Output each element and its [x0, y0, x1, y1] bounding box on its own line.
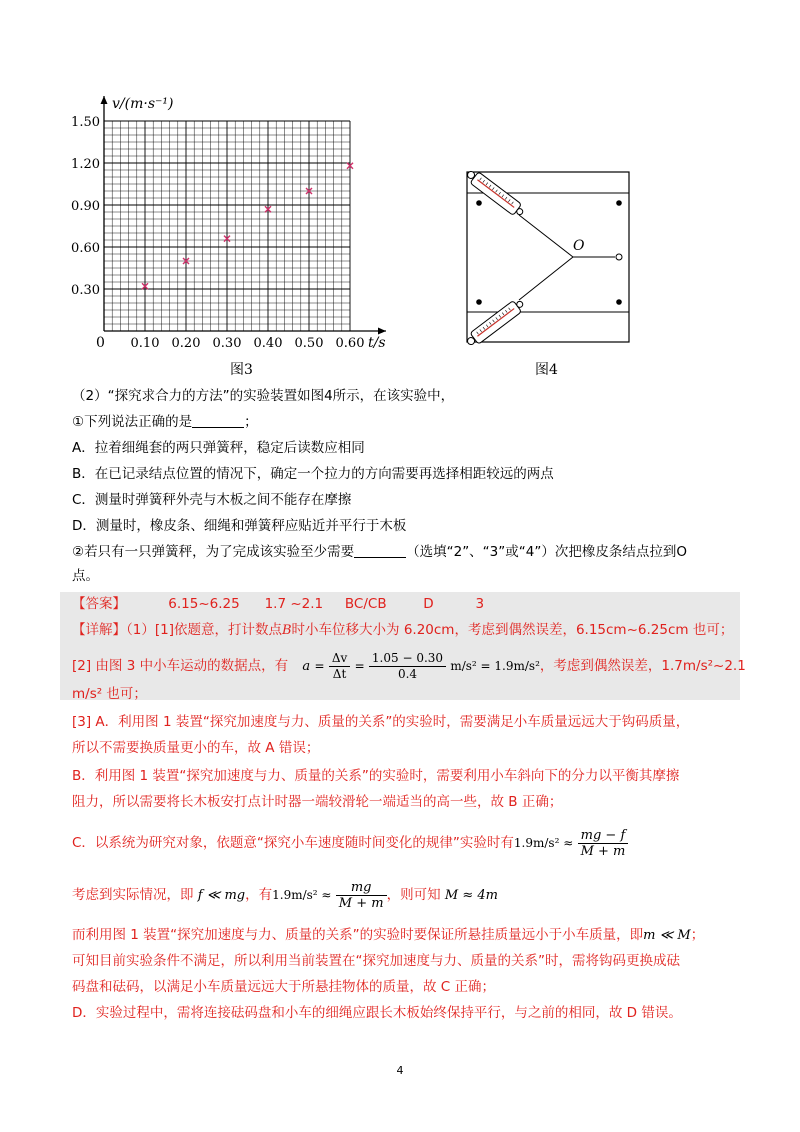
detail-c-5: 码盘和砝码，以满足小车质量远远大于所悬挂物体的质量，故 C 正确； [72, 979, 496, 995]
option-a: A．拉着细绳套的两只弹簧秤，稳定后读数应相同 [72, 440, 365, 456]
answer-value: D [423, 596, 434, 612]
fraction-system: $\frac{mg - f}{M + m}$ [578, 828, 629, 859]
x-tick-label: 0.20 [171, 336, 201, 351]
pin [476, 200, 482, 206]
x-axis-arrow [378, 328, 386, 335]
option-d: D．测量时，橡皮条、细绳和弹簧秤应贴近并平行于木板 [72, 518, 407, 534]
x-tick-label: 0.30 [212, 336, 242, 351]
spring-balance-lower [464, 297, 526, 349]
origin-label: 0 [96, 335, 105, 351]
answer-blank[interactable] [192, 413, 244, 428]
answer-value: 3 [475, 596, 485, 612]
detail-c-4: 可知目前实验条件不满足，所以利用当前装置在“探究加速度与力、质量的关系”时，需将钩码更换成砝 [72, 953, 680, 969]
answer-value: 6.15~6.25 [168, 596, 240, 612]
x-axis-label: t/s [368, 335, 386, 351]
figure3-caption: 图3 [230, 362, 253, 378]
detail-a-2: 所以不需要换质量更小的车，故 A 错误； [72, 740, 320, 756]
figure4-caption: 图4 [535, 362, 558, 378]
y-axis-label: v/(m·s⁻¹) [112, 96, 174, 112]
y-axis-arrow [101, 96, 108, 104]
fraction-values: $\frac{1.05 - 0.30}{0.4}$ [369, 651, 446, 682]
page-number: 4 [396, 1064, 404, 1077]
detail-c-3: 而利用图 1 装置“探究加速度与力、质量的关系”的实验时要保证所悬挂质量远小于小车质量，即m ≪ M； [72, 927, 705, 943]
detail-c-1: C．以系统为研究对象，依题意“探究小车速度随时间变化的规律”实验时有1.9m/s² ≈ $\frac{mg - f}{M + m}$ [72, 826, 628, 860]
answer-value: BC/CB [344, 596, 387, 612]
detail-line-3: m/s² 也可； [72, 686, 147, 702]
graph-grid [104, 121, 350, 331]
question-2-end: 点。 [72, 568, 99, 584]
force-apparatus-diagram [455, 160, 645, 350]
x-tick-label: 0.60 [335, 336, 365, 351]
y-tick-label: 1.50 [71, 115, 100, 130]
y-tick-label: 0.60 [71, 241, 100, 256]
y-tick-label: 0.90 [71, 199, 100, 214]
fraction-dv-dt: $\frac{\Delta v}{\Delta t}$ [329, 651, 350, 682]
string-lower [519, 257, 573, 300]
answer-line [72, 594, 484, 614]
answer-label: 【答案】 [72, 596, 126, 612]
detail-label: 【详解】 [72, 622, 126, 638]
question-1: ①下列说法正确的是 ； [72, 414, 258, 430]
detail-c-2: 考虑到实际情况，即 f ≪ mg，有1.9m/s² ≈ $\frac{mg}{M + m}$ ，则可知 M ≈ 4m [72, 879, 498, 911]
string-upper [519, 215, 573, 257]
detail-d: D．实验过程中，需将连接砝码盘和小车的细绳应跟长木板始终保持平行，与之前的相同，故 D 错误。 [72, 1005, 682, 1021]
velocity-time-graph [60, 88, 400, 358]
detail-a-1: [3] A．利用图 1 装置“探究加速度与力、质量的关系”的实验时，需要满足小车质量远远大于钩码质量， [72, 714, 690, 730]
detail-line-1: 【详解】（1）[1]依题意，打计数点B时小车位移大小为 6.20cm，考虑到偶然误差，6.15cm~6.25cm 也可； [72, 622, 734, 638]
question-intro: （2）“探究求合力的方法”的实验装置如图4所示，在该实验中， [72, 388, 455, 404]
pin [616, 200, 622, 206]
x-tick-label: 0.50 [294, 336, 324, 351]
detail-b-2: 阻力，所以需要将长木板安打点计时器一端较滑轮一端适当的高一些，故 B 正确； [72, 794, 563, 810]
answer-value: 1.7 ~2.1 [264, 596, 324, 612]
x-tick-label: 0.40 [253, 336, 283, 351]
y-tick-label: 0.30 [71, 283, 100, 298]
answer-blank[interactable] [354, 543, 406, 558]
x-tick-label: 0.10 [130, 336, 160, 351]
detail-b-1: B．利用图 1 装置“探究加速度与力、质量的关系”的实验时，需要利用小车斜向下的分力以平衡其摩擦 [72, 768, 680, 784]
option-b: B．在已记录结点位置的情况下，确定一个拉力的方向需要再选择相距较远的两点 [72, 466, 554, 482]
pin [616, 299, 622, 305]
ring [616, 254, 622, 260]
option-c: C．测量时弹簧秤外壳与木板之间不能存在摩擦 [72, 492, 352, 508]
y-tick-label: 1.20 [71, 157, 100, 172]
fraction-approx: $\frac{mg}{M + m}$ [336, 880, 387, 911]
point-o-label: O [573, 238, 585, 254]
pin [476, 299, 482, 305]
detail-line-2: [2] 由图 3 中小车运动的数据点，有 a = $\frac{\Delta v}{\Delta t}$ = $\frac{1.05 - 0.30}{0.4}$ m/s² = 1.9m/s²，考虑到偶然误差，1.7m/s²~2.1 [72, 650, 746, 681]
question-2: ②若只有一只弹簧秤，为了完成该实验至少需要 （选填“2”、“3”或“4”）次把橡皮条结点拉到O [72, 544, 687, 560]
